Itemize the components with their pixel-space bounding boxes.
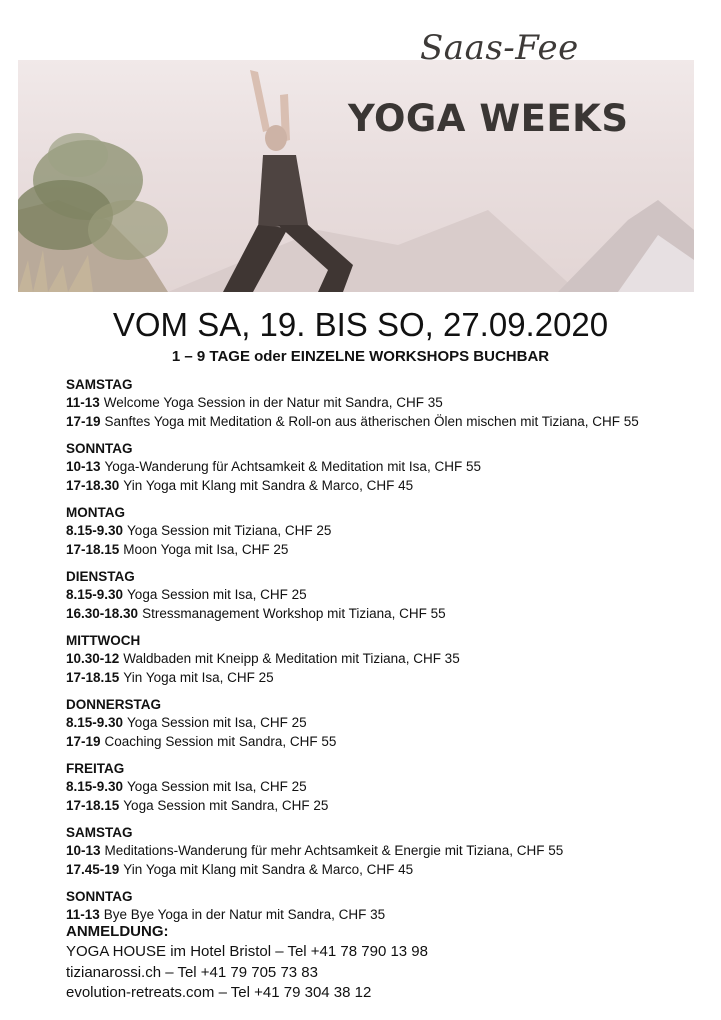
session-description: Meditations-Wanderung für mehr Achtsamkeit & Energie mit Tiziana, CHF 55 [104, 843, 564, 858]
session-time: 17-18.30 [66, 477, 120, 493]
day-block [66, 632, 706, 687]
session-description: Yin Yoga mit Isa, CHF 25 [123, 669, 274, 685]
day-heading: MITTWOCH [66, 633, 141, 648]
session-description: Yoga Session mit Sandra, CHF 25 [123, 797, 329, 813]
day-block [66, 824, 706, 879]
day-heading: SONNTAG [66, 889, 133, 904]
session-row [66, 413, 706, 432]
session-time: 17-19 [66, 733, 101, 749]
session-row [66, 669, 706, 688]
schedule-list [66, 376, 706, 934]
session-time: 17-18.15 [66, 541, 120, 557]
session-description: Coaching Session mit Sandra, CHF 55 [104, 733, 337, 749]
day-heading: MONTAG [66, 505, 125, 520]
day-block [66, 696, 706, 751]
registration-section [66, 922, 666, 1004]
session-description: Waldbaden mit Kneipp & Meditation mit Tiziana, CHF 35 [123, 651, 460, 666]
session-row [66, 650, 706, 669]
tree-shape [18, 133, 168, 260]
session-time: 11-13 [66, 395, 100, 410]
session-description: Yoga-Wanderung für Achtsamkeit & Meditation mit Isa, CHF 55 [104, 459, 481, 474]
brand-main-title: YOGA WEEKS [348, 97, 629, 140]
registration-line: evolution-retreats.com – Tel +41 79 304 38 12 [66, 984, 372, 1001]
session-description: Stressmanagement Workshop mit Tiziana, CHF 55 [142, 605, 446, 621]
day-heading: SAMSTAG [66, 377, 133, 392]
brand-script-title: Saas-Fee [420, 28, 579, 68]
session-description: Yoga Session mit Tiziana, CHF 25 [127, 523, 332, 538]
session-time: 8.15-9.30 [66, 715, 124, 730]
session-description: Yin Yoga mit Klang mit Sandra & Marco, CHF 45 [123, 861, 414, 877]
session-row [66, 733, 706, 752]
day-heading: SAMSTAG [66, 825, 133, 840]
day-heading: DONNERSTAG [66, 697, 162, 712]
session-time: 8.15-9.30 [66, 587, 124, 602]
session-time: 17.45-19 [66, 861, 120, 877]
registration-line: YOGA HOUSE im Hotel Bristol – Tel +41 78 790 13 98 [66, 943, 428, 960]
session-row [66, 477, 706, 496]
hero-photo [18, 60, 694, 292]
session-time: 8.15-9.30 [66, 523, 124, 538]
session-row [66, 586, 706, 605]
session-time: 17-19 [66, 413, 101, 429]
session-time: 8.15-9.30 [66, 779, 124, 794]
registration-line: tizianarossi.ch – Tel +41 79 705 73 83 [66, 963, 318, 981]
day-block [66, 760, 706, 815]
event-dates: VOM SA, 19. BIS SO, 27.09.2020 [112, 306, 609, 343]
session-row [66, 861, 706, 880]
session-description: Moon Yoga mit Isa, CHF 25 [123, 541, 289, 557]
day-block [66, 504, 706, 559]
day-block [66, 376, 706, 431]
day-heading: SONNTAG [66, 441, 133, 456]
yoga-pose-illustration [18, 60, 694, 292]
day-block [66, 888, 706, 925]
registration-title: ANMELDUNG: [66, 923, 169, 940]
session-time: 10-13 [66, 459, 101, 474]
day-heading: FREITAG [66, 761, 125, 776]
session-time: 16.30-18.30 [66, 605, 139, 621]
session-row [66, 778, 706, 797]
session-time: 17-18.15 [66, 797, 120, 813]
session-row [66, 394, 706, 413]
booking-note: 1 – 9 TAGE oder EINZELNE WORKSHOPS BUCHBAR [171, 348, 550, 365]
session-time: 10.30-12 [66, 651, 120, 666]
session-row [66, 522, 706, 541]
day-heading: DIENSTAG [66, 569, 135, 584]
session-row [66, 842, 706, 861]
session-row [66, 714, 706, 733]
session-description: Yoga Session mit Isa, CHF 25 [127, 587, 307, 602]
day-block [66, 568, 706, 623]
session-row [66, 458, 706, 477]
session-row [66, 797, 706, 816]
session-row [66, 605, 706, 624]
session-description: Welcome Yoga Session in der Natur mit Sandra, CHF 35 [103, 395, 443, 410]
session-time: 11-13 [66, 907, 100, 922]
session-time: 10-13 [66, 843, 101, 858]
session-description: Yin Yoga mit Klang mit Sandra & Marco, CHF 45 [123, 477, 414, 493]
session-description: Yoga Session mit Isa, CHF 25 [127, 715, 307, 730]
session-time: 17-18.15 [66, 669, 120, 685]
session-description: Yoga Session mit Isa, CHF 25 [127, 779, 307, 794]
session-description: Sanftes Yoga mit Meditation & Roll-on aus ätherischen Ölen mischen mit Tiziana, CHF 55 [104, 413, 639, 429]
session-description: Bye Bye Yoga in der Natur mit Sandra, CHF 35 [103, 907, 386, 922]
day-block [66, 440, 706, 495]
session-row [66, 541, 706, 560]
